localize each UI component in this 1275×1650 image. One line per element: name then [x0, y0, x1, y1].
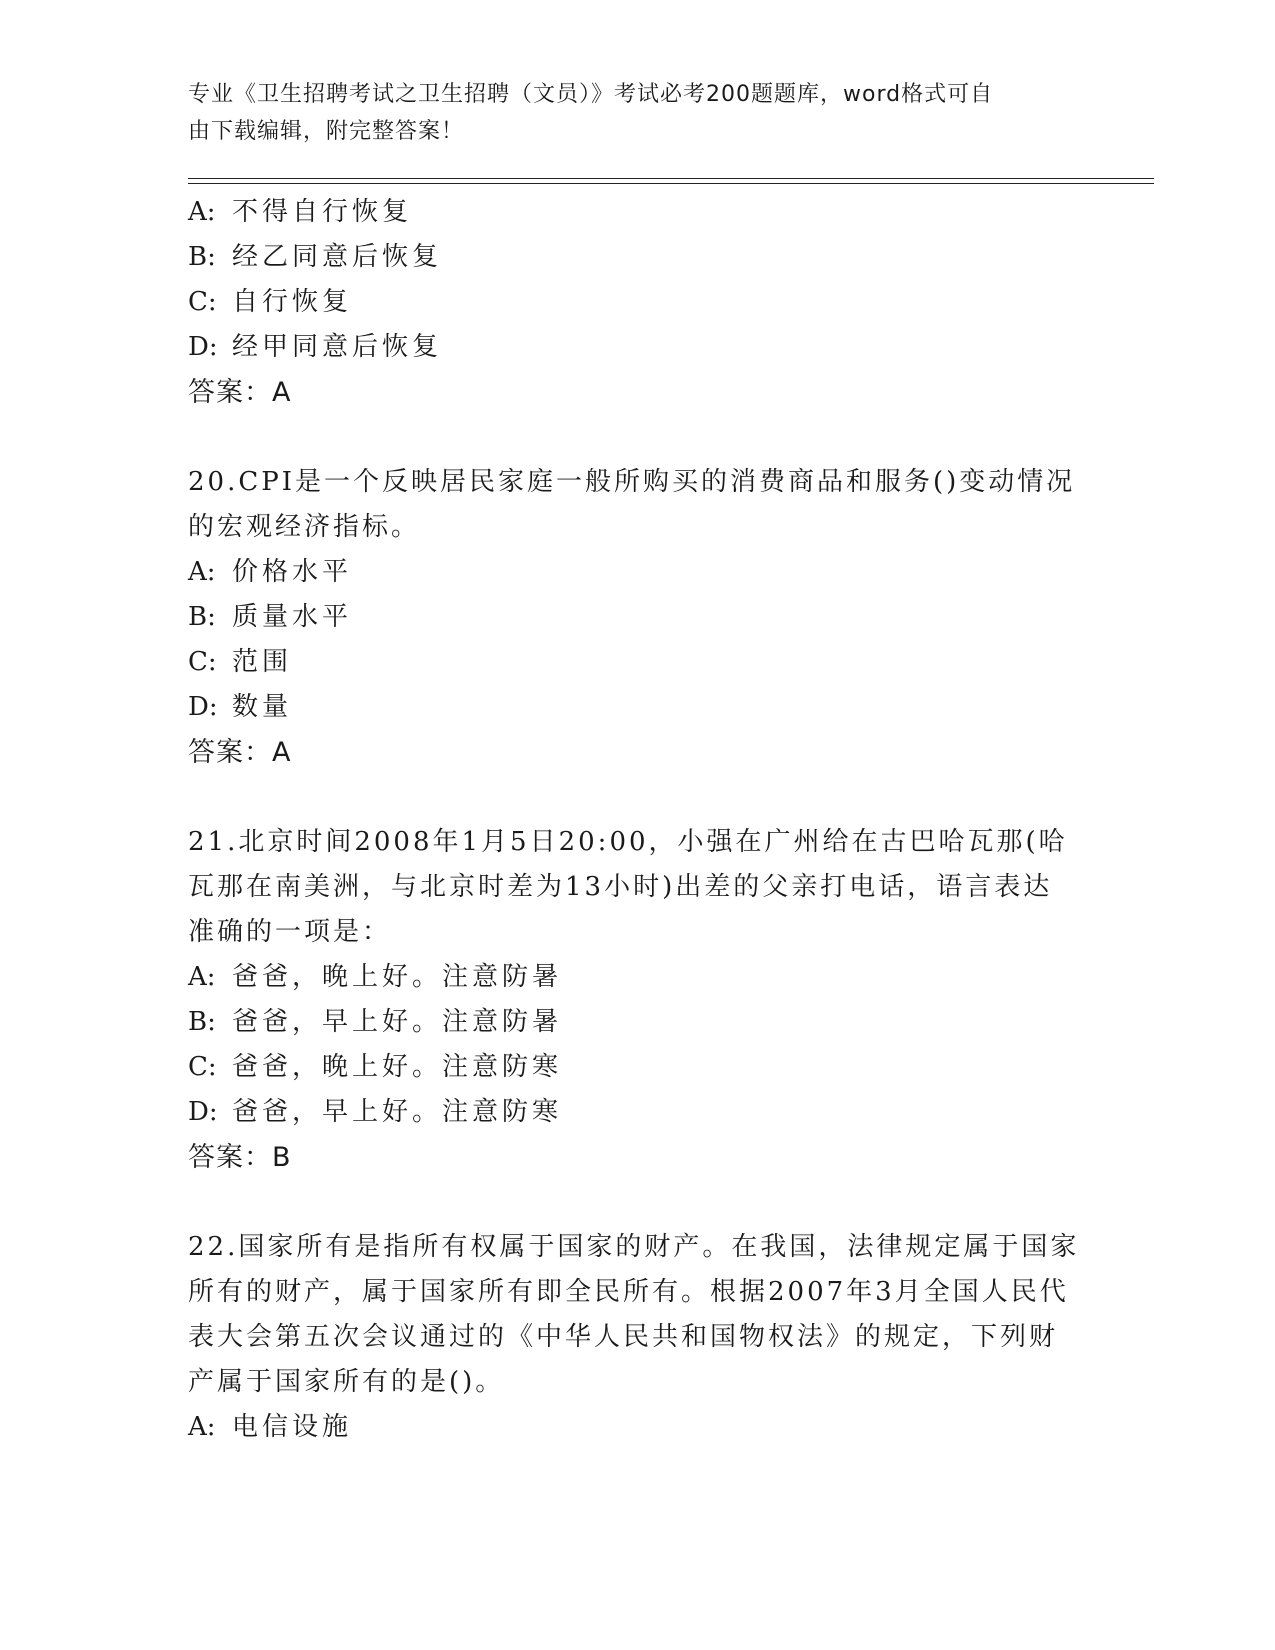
option-text: 爸爸，晚上好。注意防寒 [232, 1052, 563, 1082]
option-key: A: [188, 557, 216, 587]
answer-line: 答案：B [188, 1142, 292, 1173]
option-d [188, 325, 1088, 370]
question-20 [188, 460, 1088, 550]
option-key: C: [188, 647, 217, 677]
question-20-options [188, 550, 1088, 775]
spacer [188, 775, 1088, 820]
option-a [188, 1405, 1088, 1450]
option-d [188, 685, 1088, 730]
question-text-line: 20.CPI是一个反映居民家庭一般所购买的消费商品和服务()变动情况 [188, 467, 1076, 497]
option-b [188, 595, 1088, 640]
option-key: D: [188, 1097, 218, 1127]
option-key: C: [188, 1052, 217, 1082]
question-text-line: 所有的财产，属于国家所有即全民所有。根据2007年3月全国人民代 [188, 1277, 1069, 1307]
option-key: A: [188, 1412, 216, 1442]
option-a [188, 955, 1088, 1000]
option-text: 范围 [232, 647, 293, 677]
option-text: 自行恢复 [232, 287, 353, 317]
option-d [188, 1090, 1088, 1135]
option-c [188, 1045, 1088, 1090]
question-19-options [188, 190, 1088, 415]
spacer [188, 415, 1088, 460]
header-line-2: 由下载编辑，附完整答案！ [188, 119, 465, 144]
option-key: B: [188, 242, 216, 272]
spacer [188, 1180, 1088, 1225]
option-a [188, 550, 1088, 595]
header-rule-bottom [188, 183, 1154, 184]
option-b [188, 1000, 1088, 1045]
option-key: B: [188, 1007, 216, 1037]
question-text-line: 22.国家所有是指所有权属于国家的财产。在我国，法律规定属于国家 [188, 1232, 1080, 1262]
question-text-line: 瓦那在南美洲，与北京时差为13小时)出差的父亲打电话，语言表达 [188, 872, 1053, 902]
answer-line: 答案：A [188, 737, 292, 768]
option-key: A: [188, 962, 216, 992]
option-key: C: [188, 287, 217, 317]
option-text: 经甲同意后恢复 [232, 332, 443, 362]
question-21 [188, 820, 1088, 955]
header-rule-top [188, 178, 1154, 179]
option-key: D: [188, 692, 218, 722]
option-key: A: [188, 197, 216, 227]
question-text-line: 表大会第五次会议通过的《中华人民共和国物权法》的规定，下列财 [188, 1322, 1059, 1352]
question-text-line: 的宏观经济指标。 [188, 512, 421, 542]
option-b [188, 235, 1088, 280]
option-text: 不得自行恢复 [232, 197, 413, 227]
option-text: 质量水平 [232, 602, 353, 632]
question-22-options [188, 1405, 1088, 1450]
option-text: 电信设施 [232, 1412, 353, 1442]
question-text-line: 产属于国家所有的是()。 [188, 1367, 505, 1397]
question-text-line: 准确的一项是： [188, 917, 392, 947]
option-a [188, 190, 1088, 235]
option-text: 爸爸，晚上好。注意防暑 [232, 962, 563, 992]
answer-line: 答案：A [188, 377, 292, 408]
option-text: 价格水平 [232, 557, 353, 587]
question-22 [188, 1225, 1088, 1405]
option-text: 爸爸，早上好。注意防暑 [232, 1007, 563, 1037]
option-text: 爸爸，早上好。注意防寒 [232, 1097, 563, 1127]
option-text: 数量 [232, 692, 293, 722]
document-header [188, 76, 1068, 150]
option-key: D: [188, 332, 218, 362]
question-21-options [188, 955, 1088, 1180]
option-text: 经乙同意后恢复 [232, 242, 443, 272]
document-body [188, 190, 1088, 1450]
option-key: B: [188, 602, 216, 632]
question-text-line: 21.北京时间2008年1月5日20:00，小强在广州给在古巴哈瓦那(哈 [188, 827, 1068, 857]
option-c [188, 280, 1088, 325]
option-c [188, 640, 1088, 685]
header-line-1: 专业《卫生招聘考试之卫生招聘（文员）》考试必考200题题库，word格式可自 [188, 82, 994, 107]
